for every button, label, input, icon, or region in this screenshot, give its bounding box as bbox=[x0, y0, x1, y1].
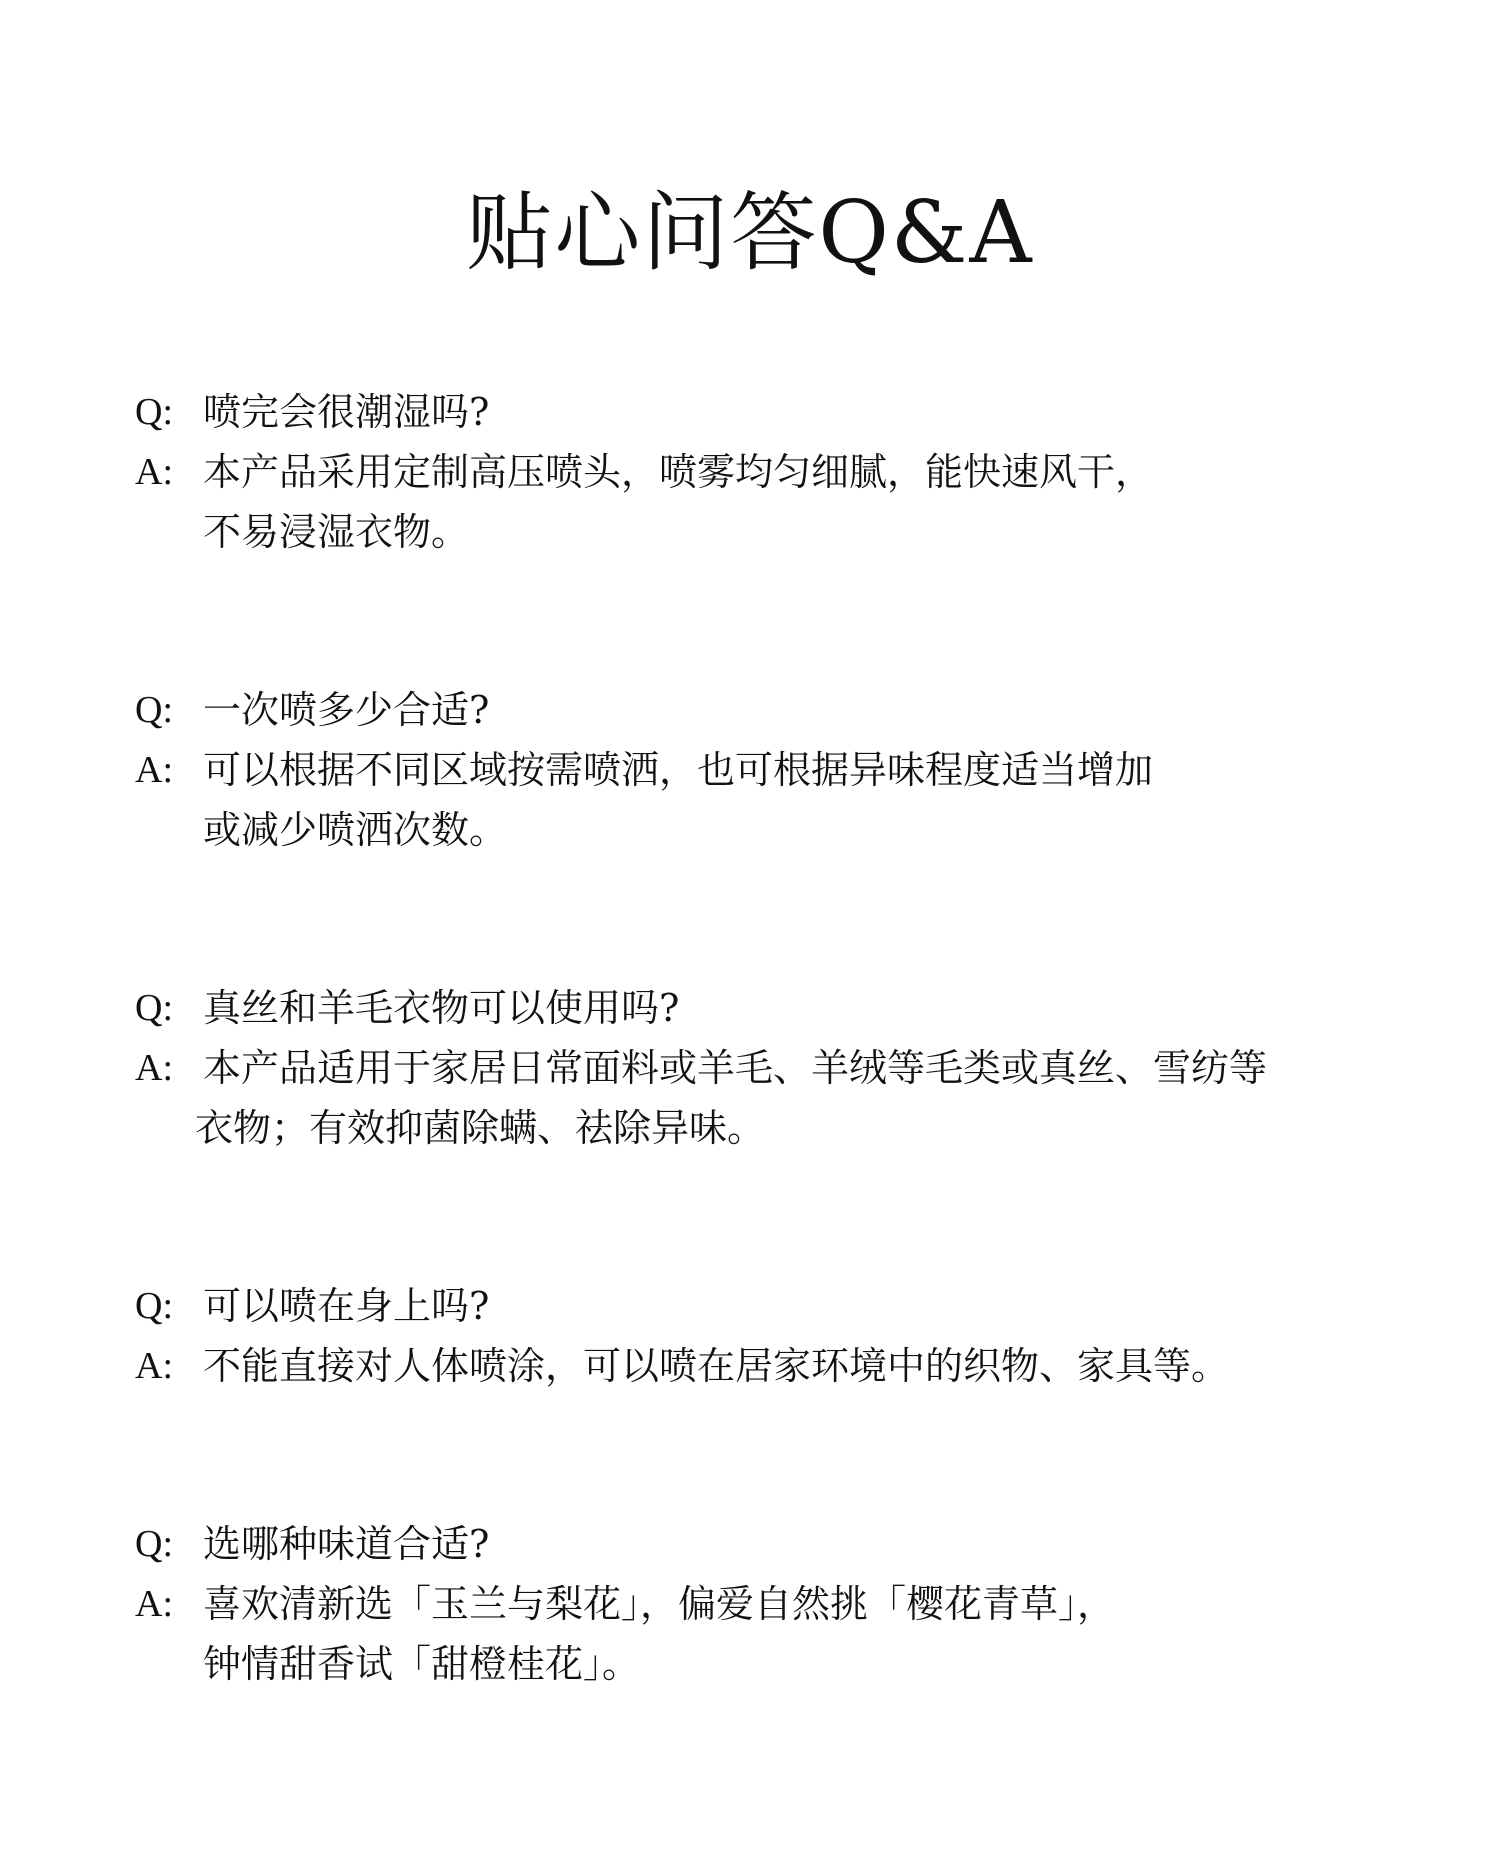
question-line bbox=[135, 978, 1385, 1038]
answer-text: 本产品采用定制高压喷头，喷雾均匀细腻，能快速风干， bbox=[203, 450, 1154, 494]
answer-text: 可以根据不同区域按需喷洒，也可根据异味程度适当增加 bbox=[203, 748, 1154, 792]
answer-label: A: bbox=[135, 451, 173, 493]
answer-line bbox=[135, 740, 1385, 800]
question-text: 一次喷多少合适? bbox=[203, 688, 490, 732]
answer-continuation: 不易浸湿衣物。 bbox=[203, 510, 470, 554]
page-title: 贴心问答Q&A bbox=[466, 183, 1034, 283]
question-line bbox=[135, 1514, 1385, 1574]
question-text: 可以喷在身上吗? bbox=[203, 1284, 490, 1328]
question-label: Q: bbox=[135, 987, 173, 1029]
answer-continuation: 钟情甜香试「甜橙桂花」。 bbox=[203, 1642, 641, 1686]
question-text: 喷完会很潮湿吗? bbox=[203, 390, 490, 434]
answer-text: 不能直接对人体喷涂，可以喷在居家环境中的织物、家具等。 bbox=[203, 1344, 1230, 1388]
question-text: 选哪种味道合适? bbox=[203, 1522, 490, 1566]
qa-item-5 bbox=[135, 1514, 1385, 1694]
answer-label: A: bbox=[135, 1047, 173, 1089]
answer-text: 喜欢清新选「玉兰与梨花」，偏爱自然挑「樱花青草」， bbox=[203, 1582, 1116, 1626]
answer-text: 本产品适用于家居日常面料或羊毛、羊绒等毛类或真丝、雪纺等 bbox=[203, 1046, 1268, 1090]
question-line bbox=[135, 382, 1385, 442]
question-text: 真丝和羊毛衣物可以使用吗? bbox=[203, 986, 680, 1030]
qa-item-2 bbox=[135, 680, 1385, 860]
question-label: Q: bbox=[135, 1523, 173, 1565]
answer-line bbox=[135, 1038, 1385, 1098]
qa-item-1 bbox=[135, 382, 1385, 562]
question-label: Q: bbox=[135, 391, 173, 433]
question-label: Q: bbox=[135, 1285, 173, 1327]
answer-label: A: bbox=[135, 1345, 173, 1387]
question-label: Q: bbox=[135, 689, 173, 731]
answer-label: A: bbox=[135, 749, 173, 791]
answer-line bbox=[135, 442, 1385, 502]
question-line bbox=[135, 680, 1385, 740]
answer-line bbox=[135, 1574, 1385, 1634]
answer-line bbox=[135, 1336, 1385, 1396]
qa-item-4 bbox=[135, 1276, 1385, 1396]
qa-item-3 bbox=[135, 978, 1385, 1158]
answer-continuation: 衣物；有效抑菌除螨、祛除异味。 bbox=[195, 1106, 766, 1150]
answer-continuation: 或减少喷洒次数。 bbox=[203, 808, 508, 852]
question-line bbox=[135, 1276, 1385, 1336]
answer-label: A: bbox=[135, 1583, 173, 1625]
